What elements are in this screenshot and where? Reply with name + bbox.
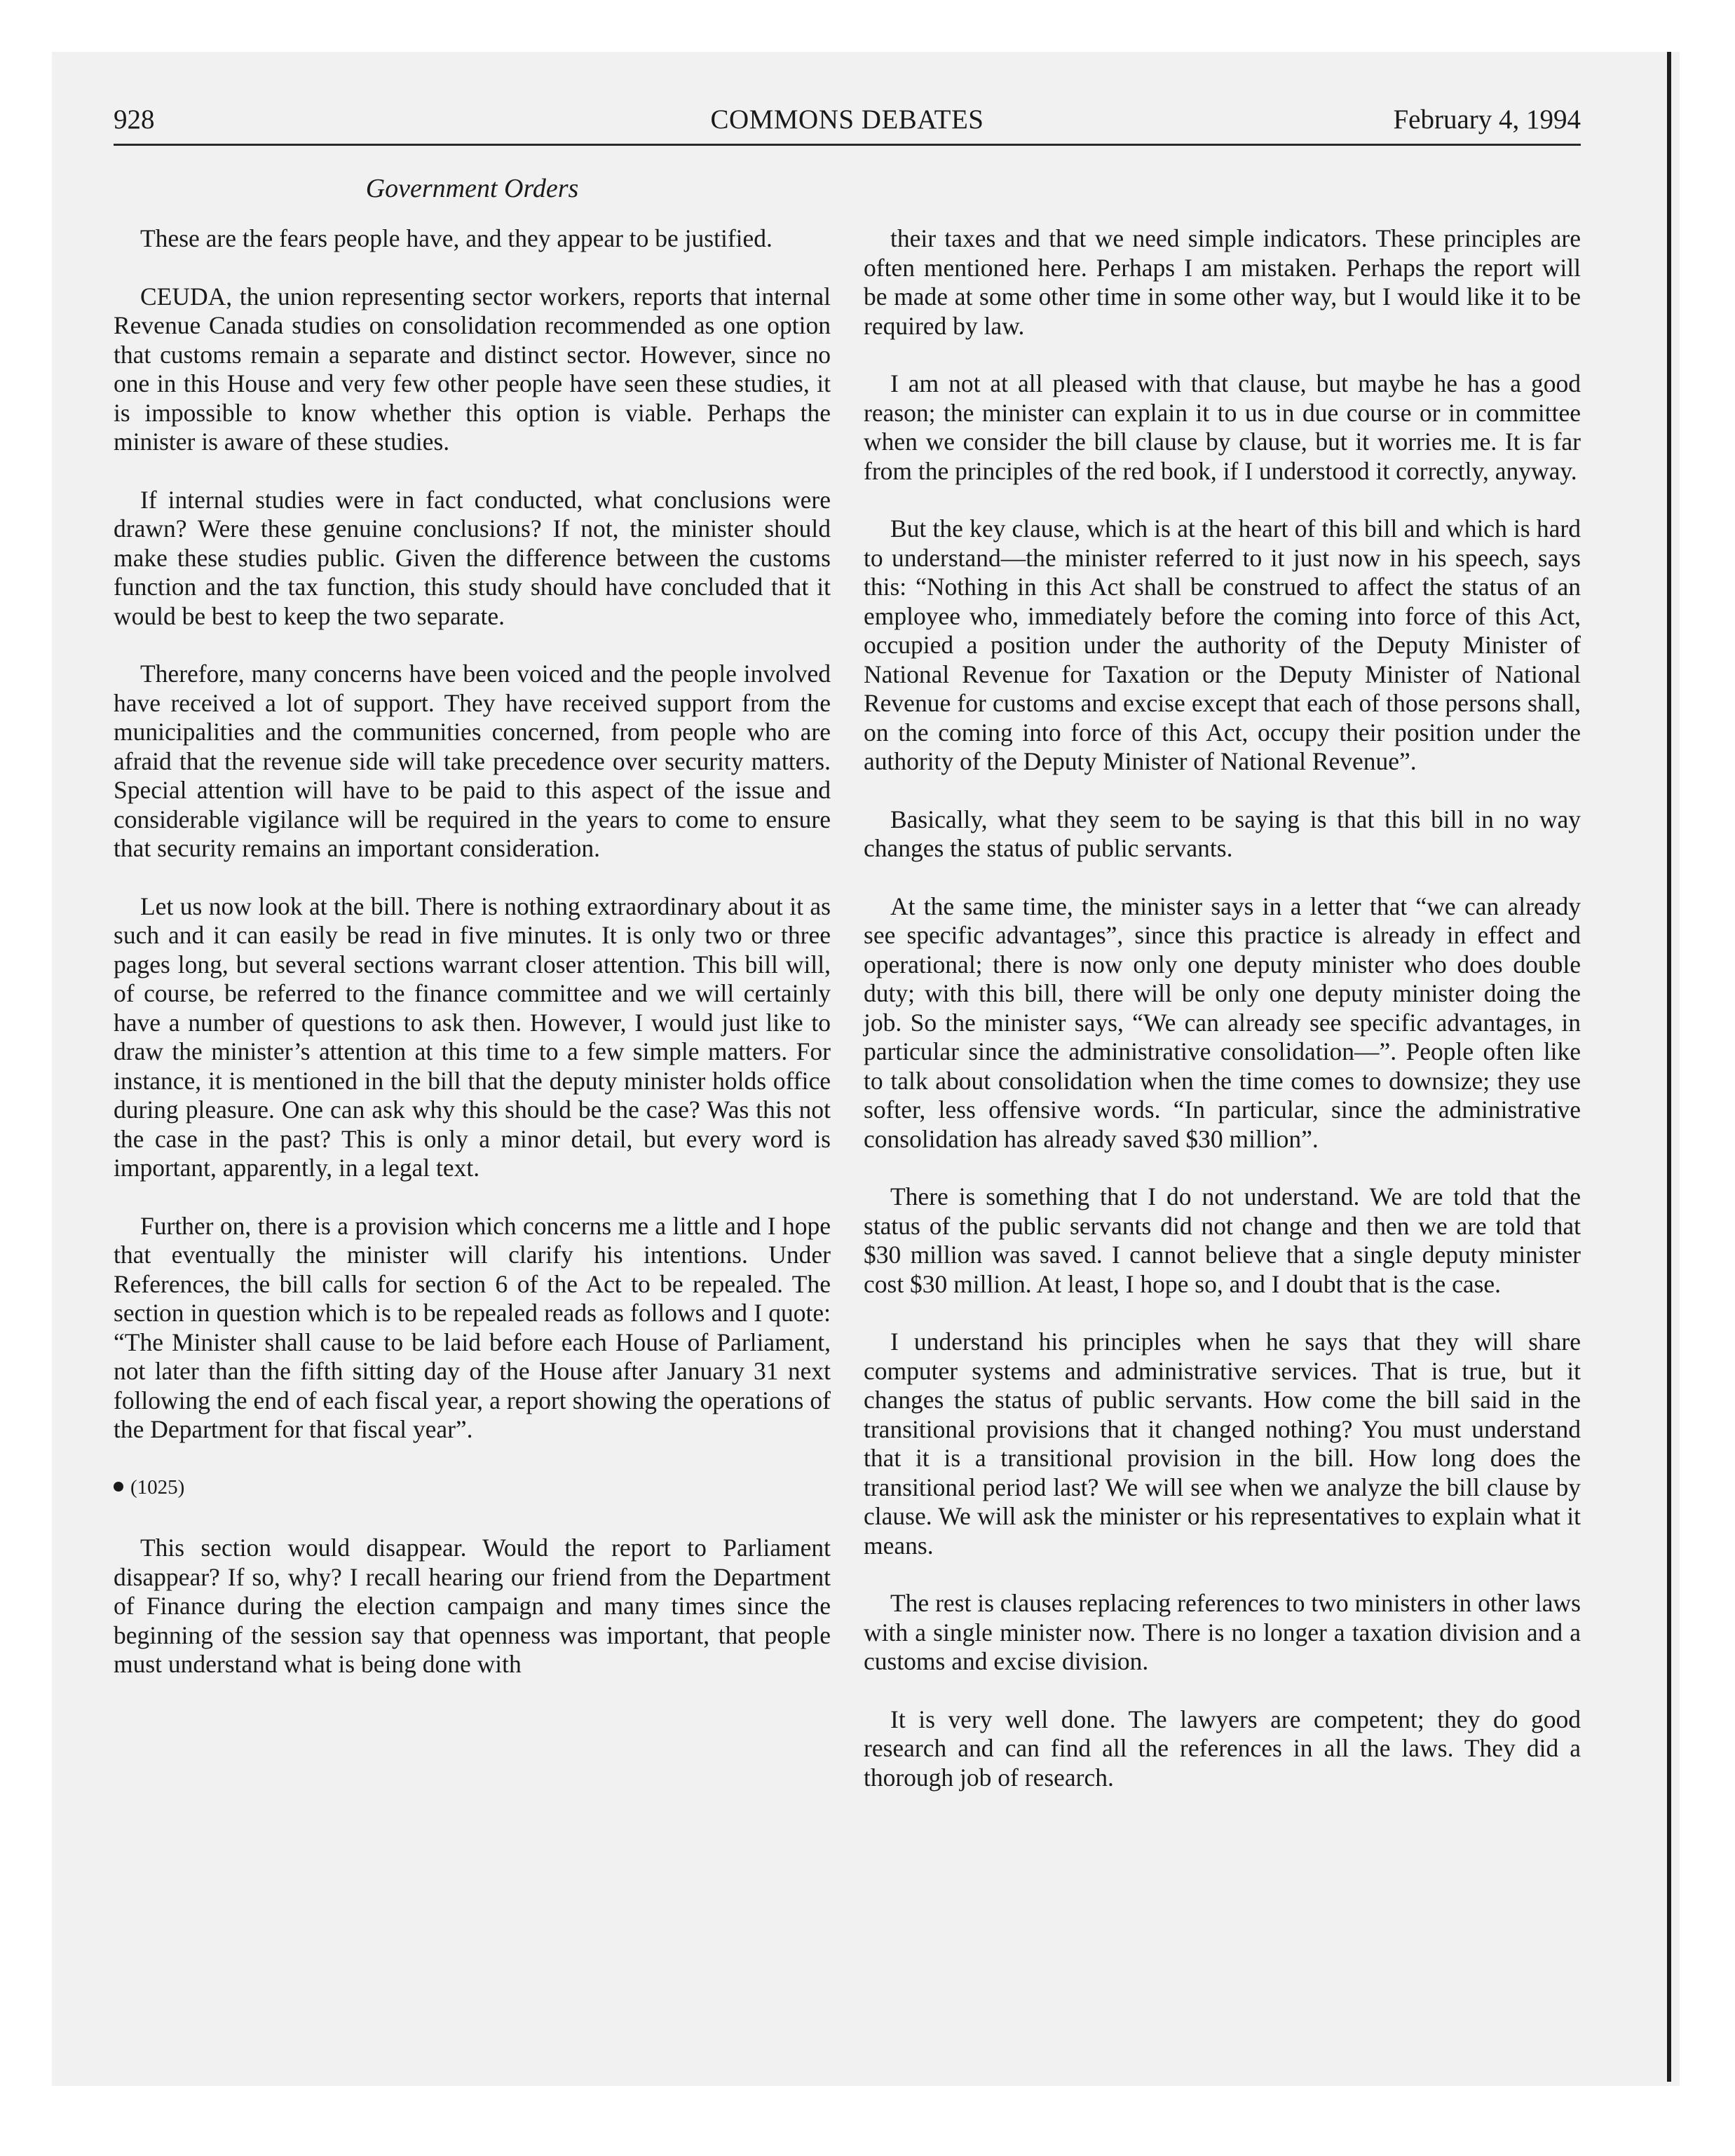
running-header: [114, 104, 1581, 143]
paragraph: I am not at all pleased with that clause, but maybe he has a good reason; the minister can explain it to us in due course or in committee when we consider the bill clause by clause, but it worries me. It is far from the principles of the red book, if I understood it correctly, anyway.: [864, 369, 1581, 485]
paragraph: If internal studies were in fact conducted, what conclusions were drawn? Were these genuine conclusions? If not, the minister should make these studies public. Given the difference between the customs function and the tax function, this study should have concluded that it would be best to keep the two separate.: [114, 485, 831, 630]
paragraph: This section would disappear. Would the report to Parliament disappear? If so, why? I recall hearing our friend from the Department of Finance during the election campaign and many times since the beginning of the session say that openness was important, that people must understand what is being done with: [114, 1534, 831, 1678]
paragraph: There is something that I do not understand. We are told that the status of the public servants did not change and then we are told that $30 million was saved. I cannot believe that a single deputy minister cost $30 million. At least, I hope so, and I doubt that is the case.: [864, 1182, 1581, 1298]
paragraph: At the same time, the minister says in a letter that “we can already see specific advantages”, since this practice is already in effect and operational; there is now only one deputy minister who does double duty; with this bill, there will be only one deputy minister doing the job. So the minister says, “We can already see specific advantages, in particular since the administrative consolidation—”. People often like to talk about consolidation when the time comes to downsize; they use softer, less offensive words. “In particular, since the administrative consolidation has already saved $30 million”.: [864, 892, 1581, 1153]
paragraph: But the key clause, which is at the heart of this bill and which is hard to understand—the minister referred to it just now in his speech, says this: “Nothing in this Act shall be construed to affect the status of an employee who, immediately before the coming into force of this Act, occupied a position under the authority of the Deputy Minister of National Revenue for Taxation or the Deputy Minister of National Revenue for customs and excise except that each of those persons shall, on the coming into force of this Act, occupy their position under the authority of the Deputy Minister of National Revenue”.: [864, 514, 1581, 775]
header-rule: [114, 144, 1581, 146]
page-number: 928: [114, 104, 155, 135]
left-column: [114, 224, 831, 1708]
paragraph: Therefore, many concerns have been voiced and the people involved have received a lot of support. They have received support from the municipalities and the communities concerned, from people who are afraid that the revenue side will take precedence over security matters. Special attention will have to be paid to this aspect of the issue and considerable vigilance will be required in the years to come to ensure that security remains an important consideration.: [114, 660, 831, 862]
paragraph: It is very well done. The lawyers are competent; they do good research and can find all the references in all the laws. They did a thorough job of research.: [864, 1705, 1581, 1792]
paragraph: These are the fears people have, and they appear to be justified.: [140, 224, 773, 252]
right-column: [864, 224, 1581, 1821]
paragraph: I understand his principles when he says that they will share computer systems and administrative services. That is true, but it changes the status of public servants. How come the bill said in the transitional provisions that it changed nothing? You must understand that it is a transitional provision in the bill. How long does the transitional period last? We will see when we analyze the bill clause by clause. We will ask the minister or his representatives to explain what it means.: [864, 1328, 1581, 1560]
paragraph: Basically, what they seem to be saying is that this bill in no way changes the status of public servants.: [864, 805, 1581, 862]
journal-title: COMMONS DEBATES: [710, 104, 984, 135]
scan-edge-bar: [1667, 52, 1671, 2082]
paragraph: Further on, there is a provision which concerns me a little and I hope that eventually the minister will clarify his intentions. Under References, the bill calls for section 6 of the Act to be repealed. The section in question which is to be repealed reads as follows and I quote: “The Minister shall cause to be laid before each House of Parliament, not later than the fifth sitting day of the House after January 31 next following the end of each fiscal year, a report showing the operations of the Department for that fiscal year”.: [114, 1211, 831, 1443]
bullet-icon: [114, 1482, 123, 1492]
paragraph: their taxes and that we need simple indicators. These principles are often mentioned here. Perhaps I am mistaken. Perhaps the report will be made at some other time in some other way, but I would like it to be required by law.: [864, 224, 1581, 340]
issue-date: February 4, 1994: [1393, 104, 1581, 135]
section-heading: Government Orders: [365, 174, 579, 203]
paragraph: Let us now look at the bill. There is nothing extraordinary about it as such and it can easily be read in five minutes. It is only two or three pages long, but several sections warrant closer attention. This bill will, of course, be referred to the finance committee and we will certainly have a number of questions to ask then. However, I would just like to draw the minister’s attention at this time to a few simple matters. For instance, it is mentioned in the bill that the deputy minister holds office during pleasure. One can ask why this should be the case? Was this not the case in the past? This is only a minor detail, but every word is important, apparently, in a legal text.: [114, 892, 831, 1182]
time-marker: [114, 1473, 831, 1503]
paragraph: CEUDA, the union representing sector workers, reports that internal Revenue Canada studies on consolidation recommended as one option that customs remain a separate and distinct sector. However, since no one in this House and very few other people have seen these studies, it is impossible to know whether this option is viable. Perhaps the minister is aware of these studies.: [114, 282, 831, 456]
time-marker-label: (1025): [130, 1475, 185, 1499]
paragraph: The rest is clauses replacing references to two ministers in other laws with a single minister now. There is no longer a taxation division and a customs and excise division.: [864, 1589, 1581, 1675]
